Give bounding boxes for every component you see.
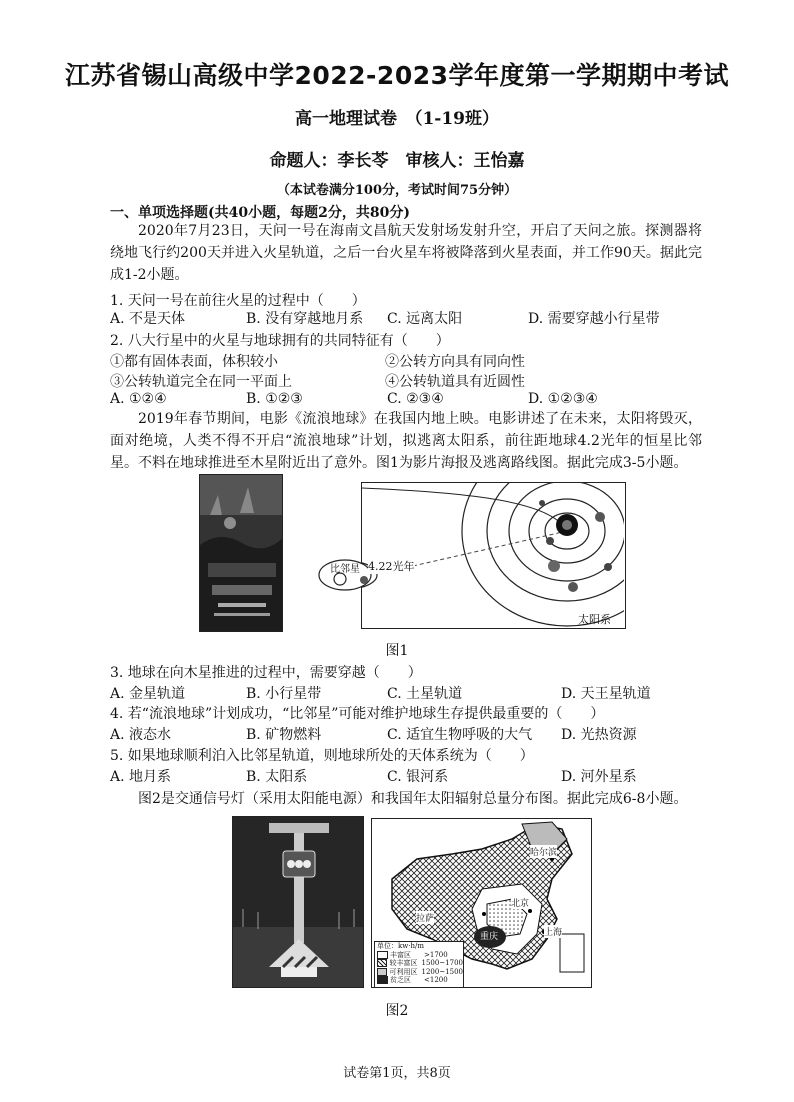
solar-system-svg [362, 483, 624, 627]
planet-icon [546, 537, 554, 545]
passage-2: 2019年春节期间，电影《流浪地球》在我国内地上映。电影讲述了在未来，太阳将毁灭，面对绝境，人类不得不开启“流浪地球”计划，拟逃离太阳系，前往距地球4.2光年的恒星比邻星。不料在地球推进至木星附近出了意外。图1为影片海报及逃离路线图。据此完成3-5小题。 [110, 411, 702, 471]
pole [294, 833, 304, 943]
q2-option-d[interactable]: D. ①②③④ [528, 391, 598, 407]
distance-label: 4.22光年 [368, 560, 415, 573]
legend-row [375, 951, 463, 960]
legend-value: >1700 [424, 950, 448, 959]
q5-option-c[interactable]: C. 银河系 [387, 769, 449, 785]
q1-option-d[interactable]: D. 需要穿越小行星带 [528, 311, 660, 327]
legend-value: 1500~1700 [421, 959, 463, 967]
legend-title: 单位：kw·h/m [377, 942, 424, 950]
figure-2-caption: 图2 [385, 1003, 409, 1019]
legend-swatch [377, 976, 388, 984]
q4-option-a[interactable]: A. 液态水 [110, 727, 172, 743]
proxima-label: 比邻星 [330, 564, 360, 575]
question-3-stem: 3. 地球在向木星推进的过程中，需要穿越（ ） [110, 665, 422, 681]
q4-option-c[interactable]: C. 适宜生物呼吸的大气 [387, 727, 533, 743]
jupiter-icon [548, 560, 560, 572]
city-label-lhasa: 拉萨 [416, 911, 434, 924]
legend-name: 贫乏区 [390, 976, 411, 984]
question-1-stem: 1. 天问一号在前往火星的过程中（ ） [110, 293, 366, 309]
map-legend [374, 941, 464, 988]
legend-row [375, 976, 463, 985]
exam-title: 江苏省锡山高级中学2022-2023学年度第一学期期中考试 [64, 61, 730, 90]
q1-option-b[interactable]: B. 没有穿越地月系 [246, 311, 364, 327]
q5-option-d[interactable]: D. 河外星系 [561, 769, 637, 785]
q3-option-b[interactable]: B. 小行星带 [246, 686, 322, 702]
section-heading: 一、单项选择题(共40小题，每题2分，共80分) [110, 205, 410, 221]
south-sea-inset [560, 934, 584, 972]
exam-authors: 命题人：李长苓 审核人：王怡嘉 [269, 151, 525, 171]
city-label-chongqing: 重庆 [480, 932, 499, 942]
legend-name: 可利用区 [389, 967, 418, 976]
movie-poster [199, 474, 283, 632]
china-solar-radiation-map [371, 818, 592, 988]
planet-icon [595, 512, 605, 522]
legend-swatch [377, 968, 387, 976]
q2-option-c[interactable]: C. ②③④ [387, 391, 444, 407]
q2-statement-3: ③公转轨道完全在同一平面上 [110, 374, 292, 390]
city-label-beijing: 北京 [511, 896, 529, 909]
solar-system-label: 太阳系 [578, 613, 611, 626]
figure-1-caption: 图1 [385, 643, 409, 659]
q2-option-a[interactable]: A. ①②④ [110, 391, 167, 407]
q2-statement-1: ①都有固体表面，体积较小 [110, 354, 278, 370]
legend-rows [375, 951, 463, 985]
planet-icon [539, 500, 545, 506]
exam-note: （本试卷满分100分，考试时间75分钟） [276, 183, 518, 198]
q2-option-b[interactable]: B. ①②③ [246, 391, 303, 407]
q2-statement-4: ④公转轨道具有近圆性 [385, 374, 525, 390]
q3-option-c[interactable]: C. 土星轨道 [387, 686, 463, 702]
traffic-light-image [233, 817, 364, 988]
legend-value: <1200 [424, 976, 448, 984]
q5-option-a[interactable]: A. 地月系 [110, 769, 172, 785]
legend-swatch [377, 951, 388, 959]
q3-option-a[interactable]: A. 金星轨道 [110, 686, 186, 702]
solar-panel-icon [269, 823, 329, 833]
q1-option-c[interactable]: C. 远离太阳 [387, 311, 463, 327]
legend-swatch [377, 959, 387, 967]
passage-1: 2020年7月23日，天问一号在海南文昌航天发射场发射升空，开启了天问之旅。探测器将绕地飞行约200天并进入火星轨道，之后一台火星车将被降落到火星表面，并工作90天。据此完成1-2小题。 [110, 223, 702, 283]
legend-row [375, 968, 463, 977]
traffic-light-photo [232, 816, 364, 988]
planet-icon [604, 563, 612, 571]
legend-name: 丰富区 [390, 950, 411, 959]
legend-row [375, 959, 463, 968]
passage-3: 图2是交通信号灯（采用太阳能电源）和我国年太阳辐射总量分布图。据此完成6-8小题。 [138, 791, 688, 807]
q1-option-a[interactable]: A. 不是天体 [110, 311, 186, 327]
q3-option-d[interactable]: D. 天王星轨道 [561, 686, 651, 702]
city-label-shanghai: 上海 [544, 925, 562, 938]
city-dot [482, 912, 486, 916]
q4-option-d[interactable]: D. 光热资源 [561, 727, 637, 743]
q5-option-b[interactable]: B. 太阳系 [246, 769, 308, 785]
question-2-stem: 2. 八大行星中的火星与地球拥有的共同特征有（ ） [110, 333, 450, 349]
legend-name: 较丰富区 [389, 959, 418, 967]
question-4-stem: 4. 若“流浪地球”计划成功，“比邻星”可能对维护地球生存提供最重要的（ ） [110, 706, 605, 722]
page-footer: 试卷第1页，共8页 [343, 1066, 451, 1081]
city-dot [528, 909, 532, 913]
q2-statement-2: ②公转方向具有同向性 [385, 354, 525, 370]
earth-icon [360, 576, 368, 584]
exam-subtitle: 高一地理试卷 （1-19班） [294, 109, 500, 129]
movie-poster-image [200, 475, 283, 632]
planet-icon [568, 582, 578, 592]
question-5-stem: 5. 如果地球顺利泊入比邻星轨道，则地球所处的天体系统为（ ） [110, 748, 534, 764]
q4-option-b[interactable]: B. 矿物燃料 [246, 727, 322, 743]
escape-route-diagram [361, 482, 626, 629]
legend-value: 1200~1500 [421, 967, 463, 976]
city-label-harbin: 哈尔滨 [530, 845, 557, 858]
